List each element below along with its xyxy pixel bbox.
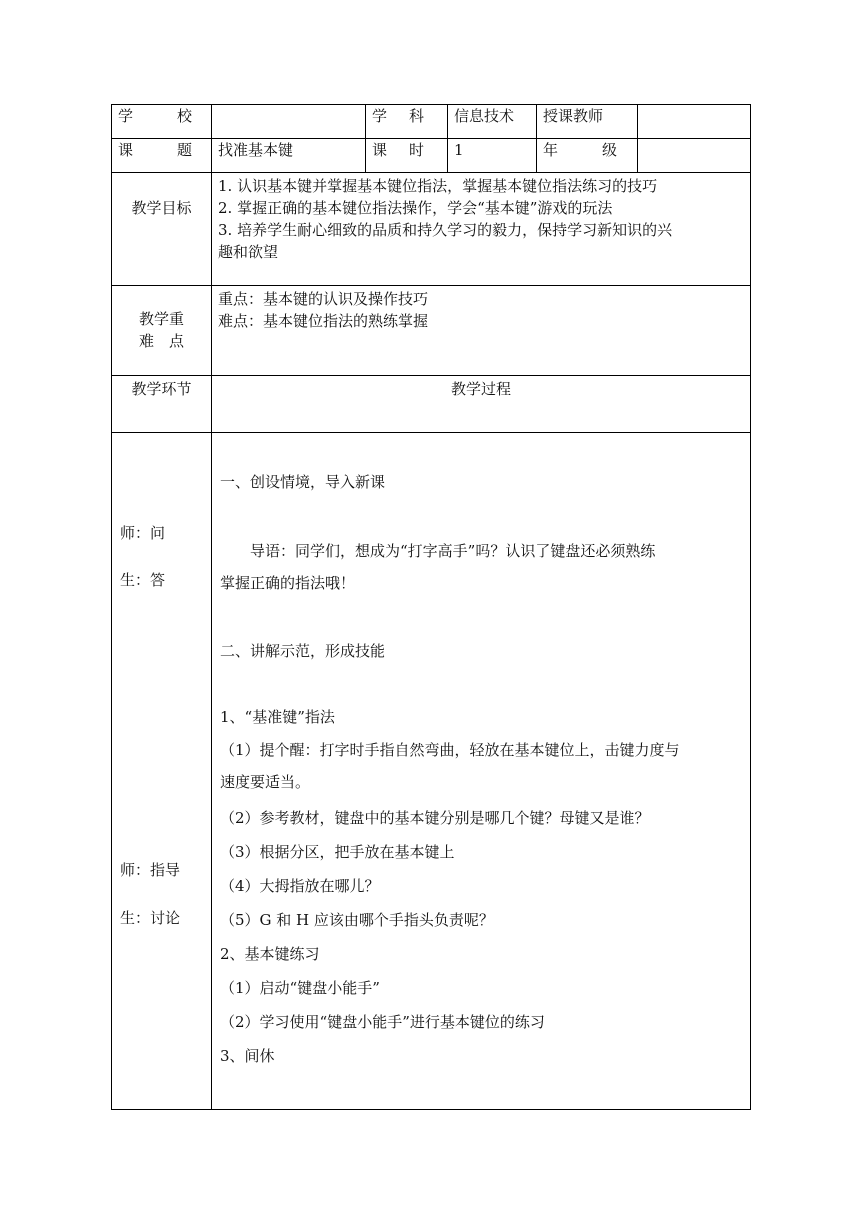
process-body-row <box>112 433 751 1110</box>
goal-item: 2. 掌握正确的基本键位指法操作，学会“基本键”游戏的玩法 <box>218 199 613 217</box>
process-header: 教学过程 <box>212 376 751 433</box>
step-item: （2）学习使用“键盘小能手”进行基本键位的练习 <box>220 1013 545 1031</box>
role-student-discuss: 生：讨论 <box>120 909 181 927</box>
role-student-answer: 生：答 <box>120 571 166 589</box>
step-item: （1）提个醒：打字时手指自然弯曲，轻放在基本键位上，击键力度与 <box>220 741 680 759</box>
subsection-title: 1、“基准键”指法 <box>220 708 335 726</box>
goals-row <box>112 173 751 286</box>
grade-label: 年 级 <box>537 139 638 173</box>
intro-text: 导语：同学们，想成为“打字高手”吗？认识了键盘还必须熟练 <box>220 542 656 560</box>
period-value: 1 <box>448 139 537 173</box>
teacher-value <box>638 105 751 139</box>
section-title: 一、创设情境，导入新课 <box>220 473 386 491</box>
subject-value: 信息技术 <box>448 105 537 139</box>
subsection-title: 2、基本键练习 <box>220 945 320 963</box>
step-item: （5）G 和 H 应该由哪个手指头负责呢？ <box>220 911 494 929</box>
goals-content <box>212 173 751 286</box>
role-teacher-guide: 师：指导 <box>120 861 181 879</box>
step-item: （4）大拇指放在哪儿？ <box>220 877 380 895</box>
period-label: 课 时 <box>366 139 448 173</box>
header-row-school <box>112 105 751 139</box>
goal-item: 3. 培养学生耐心细致的品质和持久学习的毅力，保持学习新知识的兴 <box>218 221 673 239</box>
section-title: 二、讲解示范，形成技能 <box>220 642 386 660</box>
process-header-row <box>112 376 751 433</box>
key-points-label: 教学重 难 点 <box>112 286 212 376</box>
topic-label: 课 题 <box>112 139 212 173</box>
step-item: 速度要适当。 <box>220 773 311 791</box>
process-content <box>212 433 751 1110</box>
school-label: 学 校 <box>112 105 212 139</box>
difficulty-point: 难点：基本键位指法的熟练掌握 <box>218 312 429 330</box>
key-points-row <box>112 286 751 376</box>
intro-text: 掌握正确的指法哦！ <box>220 574 356 592</box>
goal-item: 1. 认识基本键并掌握基本键位指法，掌握基本键位指法练习的技巧 <box>218 177 658 195</box>
subsection-title: 3、间休 <box>220 1047 275 1065</box>
key-points-content <box>212 286 751 376</box>
lesson-plan-table <box>111 104 751 1110</box>
teacher-label: 授课教师 <box>537 105 638 139</box>
step-item: （3）根据分区，把手放在基本键上 <box>220 843 455 861</box>
roles-column <box>112 433 212 1110</box>
school-value <box>212 105 366 139</box>
lesson-plan-sheet <box>111 104 750 1109</box>
goal-item: 趣和欲望 <box>218 243 279 261</box>
goals-label: 教学目标 <box>112 173 212 286</box>
step-item: （1）启动“键盘小能手” <box>220 979 380 997</box>
stage-header: 教学环节 <box>112 376 212 433</box>
header-row-topic <box>112 139 751 173</box>
focus-point: 重点：基本键的认识及操作技巧 <box>218 290 429 308</box>
subject-label: 学 科 <box>366 105 448 139</box>
role-teacher-ask: 师：问 <box>120 524 166 542</box>
step-item: （2）参考教材，键盘中的基本键分别是哪几个键？母键又是谁？ <box>220 809 650 827</box>
grade-value <box>638 139 751 173</box>
topic-value: 找准基本键 <box>212 139 366 173</box>
